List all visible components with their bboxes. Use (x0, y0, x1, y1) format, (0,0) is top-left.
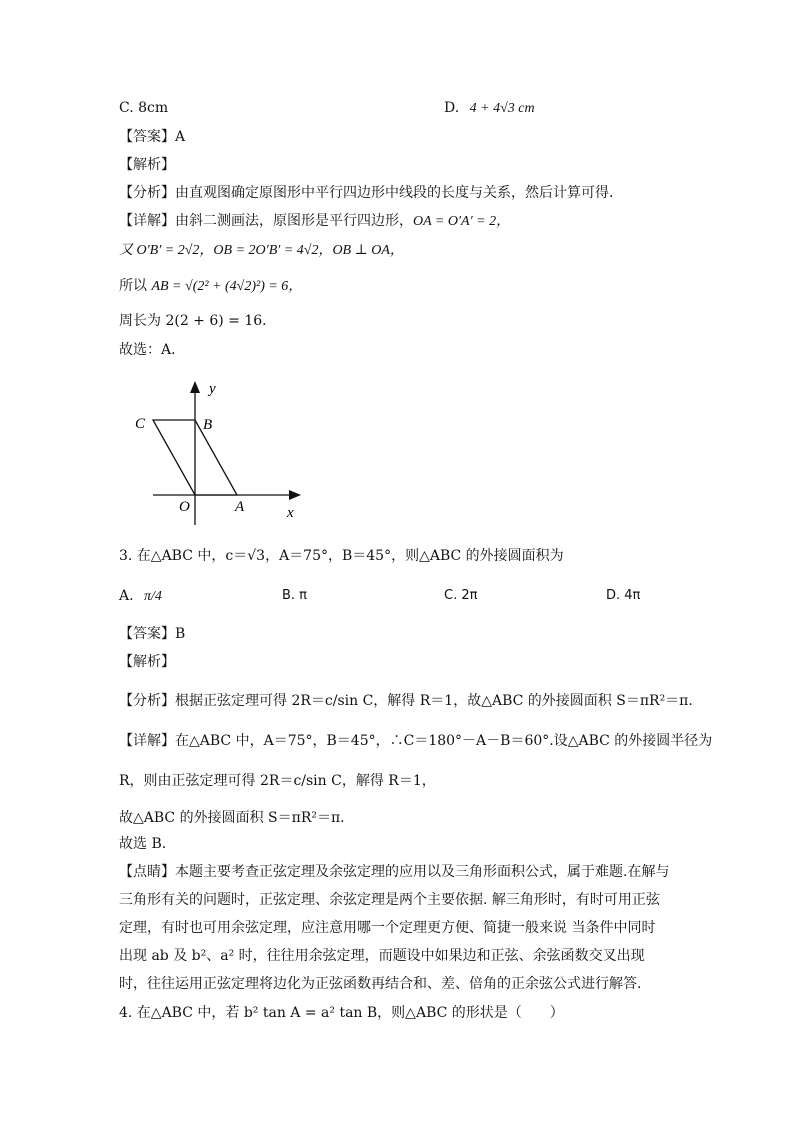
fenxi-text: 由直观图确定原图形中平行四边形中线段的长度与关系，然后计算可得． (175, 185, 623, 201)
q3-dianjing-2: 三角形有关的问题时，正弦定理、余弦定理是两个主要依据. 解三角形时，有时可用正弦 (119, 892, 660, 908)
label-b: B (203, 417, 213, 433)
option-a-label: A. (119, 588, 134, 604)
fenxi-label: 【分析】 (119, 185, 175, 201)
xiangjie-text: 在△ABC 中，A＝75°，B＝45°，∴C＝180°－A－B＝60°.设△ABC 的外接圆半径为 (175, 733, 713, 749)
q3-option-a (119, 586, 162, 607)
label-c: C (135, 416, 146, 432)
q2-answer (119, 127, 185, 147)
option-a-value: π/4 (144, 589, 162, 604)
q2-option-d-label: D. (444, 100, 460, 116)
parallelogram-figure (125, 375, 315, 530)
x-axis-arrow-icon (289, 490, 301, 500)
q2-option-c: C. 8cm (119, 100, 169, 116)
answer-label: 【答案】 (119, 129, 175, 145)
q2-line2: 又 O′B′ = 2√2，OB = 2O′B′ = 4√2，OB ⊥ OA， (119, 243, 404, 258)
q2-line4: 周长为 2(2 + 6) = 16． (119, 313, 277, 329)
q3-dianjing-3: 定理，有时也可用余弦定理，应注意用哪一个定理更方便、简捷一般来说 当条件中同时 (119, 920, 656, 936)
xiangjie-math: OA = O′A′ = 2， (413, 214, 511, 229)
label-x: x (287, 505, 294, 521)
q3-option-c: C. 2π (444, 588, 478, 603)
answer-value: B (175, 626, 186, 642)
q3-xiangjie-cont: R，则由正弦定理可得 2R＝c/sin C，解得 R＝1， (119, 773, 436, 789)
answer-label: 【答案】 (119, 626, 175, 642)
answer-value: A (175, 129, 186, 145)
q2-analysis-heading: 【解析】 (119, 157, 175, 173)
dianjing-text-1: 本题主要考查正弦定理及余弦定理的应用以及三角形面积公式，属于难题.在解与 (175, 864, 670, 880)
dianjing-label: 【点睛】 (119, 864, 175, 880)
q2-line5: 故选：A． (119, 342, 186, 358)
label-a: A (235, 499, 245, 515)
y-axis-arrow-icon (190, 381, 200, 393)
q3-analysis-heading: 【解析】 (119, 654, 175, 670)
line3-prefix: 所以 (119, 278, 152, 294)
q3-xiangjie (119, 731, 712, 751)
q3-option-b: B. π (282, 588, 308, 603)
q3-answer (119, 624, 185, 644)
xiangjie-label: 【详解】 (119, 733, 175, 749)
label-o: O (179, 499, 190, 515)
fenxi-text: 根据正弦定理可得 2R＝c/sin C，解得 R＝1，故△ABC 的外接圆面积 S＝πR²＝π. (175, 693, 693, 709)
q2-option-d (444, 98, 535, 119)
line3-math: AB = √(2² + (4√2)²) = 6， (151, 279, 303, 294)
q3-dianjing-4: 出现 ab 及 b²、a² 时，往往用余弦定理，而题设中如果边和正弦、余弦函数交叉出现 (119, 948, 645, 964)
q2-line3 (119, 276, 302, 297)
q3-stem: 3. 在△ABC 中，c＝√3，A＝75°，B＝45°，则△ABC 的外接圆面积为 (119, 548, 564, 564)
fenxi-label: 【分析】 (119, 693, 175, 709)
label-y: y (209, 381, 216, 397)
q2-xiangjie (119, 211, 510, 232)
xiangjie-label: 【详解】 (119, 213, 175, 229)
q3-dianjing-1 (119, 862, 669, 882)
q3-fenxi (119, 691, 693, 711)
q3-option-d: D. 4π (606, 588, 641, 603)
q2-fenxi (119, 183, 623, 203)
q3-dianjing-5: 时，往往运用正弦定理将边化为正弦函数再结合和、差、倍角的正余弦公式进行解答. (119, 976, 642, 992)
xiangjie-text: 由斜二测画法，原图形是平行四边形， (175, 213, 413, 229)
q3-choice: 故选 B. (119, 836, 167, 852)
q3-conclusion: 故△ABC 的外接圆面积 S＝πR²＝π. (119, 810, 345, 826)
q2-option-d-value: 4 + 4√3 cm (469, 101, 535, 116)
q4-stem: 4. 在△ABC 中，若 b² tan A = a² tan B，则△ABC 的形状是（ ） (119, 1005, 564, 1021)
